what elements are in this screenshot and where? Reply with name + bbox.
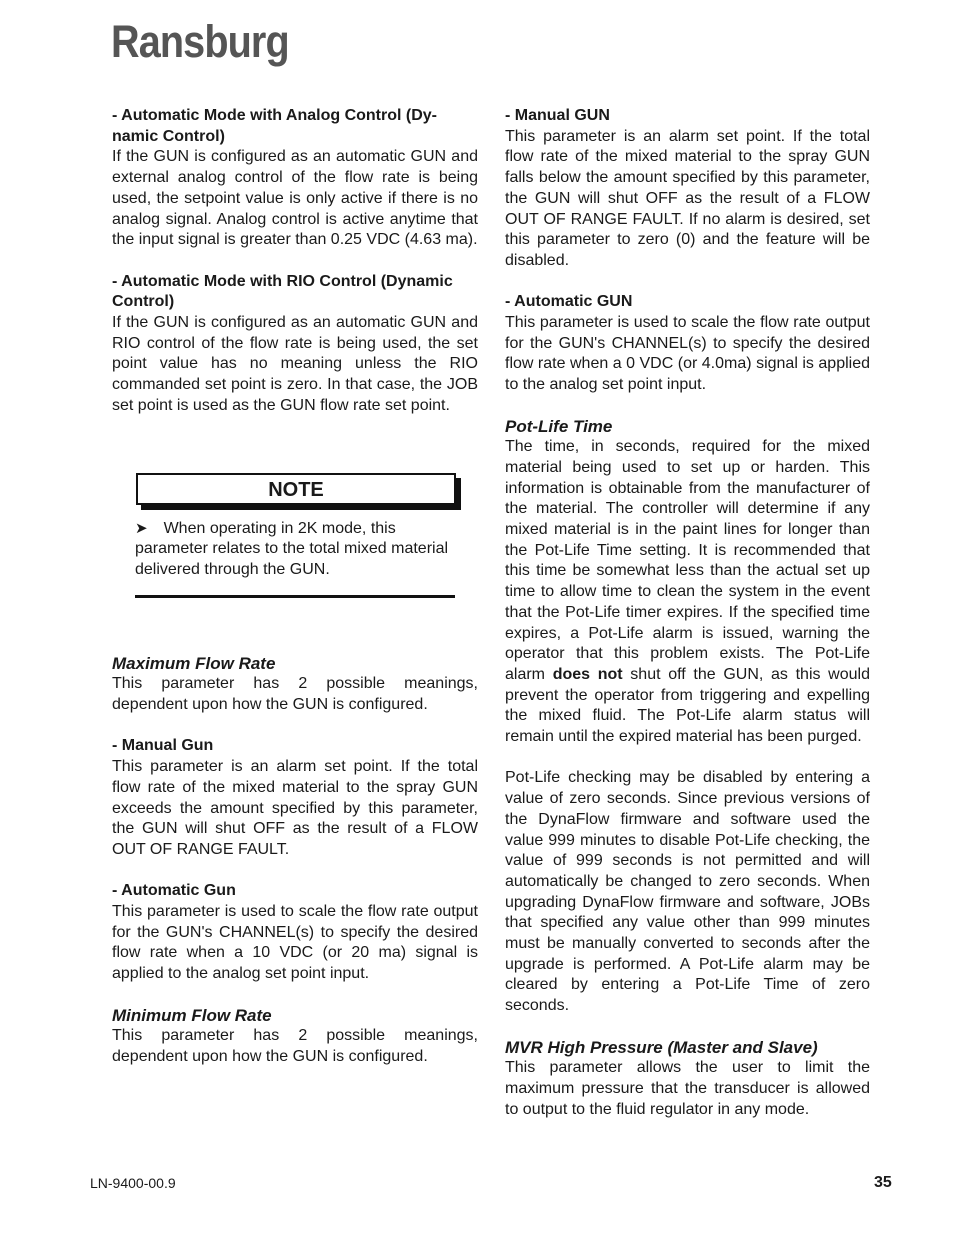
- analog-mode-text: If the GUN is configured as an automatic GUN and external analog control of the flow rate is being used, the setpoint value is only active if there is no analog signal. Analog control is active anytime that the input signal is greater than 0.25 VDC (4.63 ma).: [112, 148, 478, 249]
- note-text: When operating in 2K mode, this parameter relates to the total mixed material delivered through the GUN.: [135, 519, 449, 578]
- arrow-bullet-icon: ➤: [135, 519, 148, 537]
- manual-gun-min-heading: - Manual GUN: [505, 107, 610, 124]
- max-flow-heading: Maximum Flow Rate: [112, 653, 276, 673]
- mvr-heading: MVR High Pressure (Master and Slave): [505, 1037, 818, 1057]
- min-flow-text: This parameter has 2 possible meanings, dependent upon how the GUN is configured.: [112, 1027, 478, 1065]
- brand-logo: Ransburg: [111, 16, 289, 67]
- potlife-heading: Pot-Life Time: [505, 416, 613, 436]
- analog-mode-heading: - Automatic Mode with Analog Control (Dy-namic Control): [112, 107, 438, 145]
- manual-gun-heading: - Manual Gun: [112, 737, 214, 755]
- note-body: [135, 519, 455, 581]
- right-column: [505, 106, 870, 1120]
- note-title-box: [136, 473, 456, 505]
- auto-gun-min-heading: - Automatic GUN: [505, 293, 633, 311]
- doc-number: LN-9400-00.9: [90, 1175, 176, 1191]
- potlife-text: [505, 437, 870, 748]
- left-column: [112, 106, 478, 1068]
- min-flow-heading: Minimum Flow Rate: [112, 1005, 272, 1025]
- rio-mode-heading: - Automatic Mode with RIO Control (Dynamic Control): [112, 272, 453, 311]
- auto-gun-heading: - Automatic Gun: [112, 882, 236, 900]
- potlife-text-part2: shut off the GUN, as this would prevent the operator from triggering and expelling the mixed fluid. The Pot-Life alarm status will remain until the expired material has been purged.: [505, 665, 870, 746]
- manual-gun-min-text: This parameter is an alarm set point. If the total flow rate of the mixed material to the spray GUN falls below the amount specified by this parameter, the GUN will shut OFF as the result of a FLOW OUT OF RANGE FAULT. If no alarm is desired, set this parameter to zero (0) and the feature will be disabled.: [505, 127, 870, 269]
- auto-gun-min-text: This parameter is used to scale the flow rate output for the GUN's CHANNEL(s) to specify the desired flow rate when a 0 VDC (or 4.0ma) signal is applied to the analog set point input.: [505, 314, 870, 394]
- page-number: 35: [874, 1174, 892, 1191]
- potlife-disable-text: Pot-Life checking may be disabled by entering a value of zero seconds. Since previous versions of the DynaFlow firmware and software used the value 999 minutes to disable Pot-Life checking, the value of 999 seconds is not permitted and will automatically be changed to zero seconds. When upgrading DynaFlow firmware and software, JOBs that specified any value other than 999 minutes must be manually converted to seconds after the upgrade is performed. A Pot-Life alarm may be cleared by entering a Pot-Life Time of zero seconds.: [505, 769, 870, 1015]
- rio-mode-text: If the GUN is configured as an automatic GUN and RIO control of the flow rate is being used, the set point value has no meaning unless the RIO commanded set point is zero. In that case, the JOB set point is used as the GUN flow rate set point.: [112, 314, 478, 414]
- auto-gun-text: This parameter is used to scale the flow rate output for the GUN's CHANNEL(s) to specify the desired flow rate when a 10 VDC (or 20 ma) signal is applied to the analog set point input.: [112, 903, 478, 983]
- mvr-text: This parameter allows the user to limit the maximum pressure that the transducer is allowed to output to the fluid regulator in any mode.: [505, 1059, 870, 1118]
- potlife-text-part1: The time, in seconds, required for the mixed material being used to set up or harden. This information is obtainable from the manufacturer of the material. The controller will determine if any mixed material is in the paint lines for longer than the Pot-Life Time setting. It is recommended that this time be somewhat less than the actual set up time to allow time to clean the system in the event that the Pot-Life timer expires. If the specified time expires, a Pot-Life alarm is issued, warning the operator that this problem exists. The Pot-Life alarm: [505, 438, 870, 683]
- potlife-bold: does not: [552, 665, 623, 683]
- max-flow-text: This parameter has 2 possible meanings, dependent upon how the GUN is configured.: [112, 675, 478, 714]
- manual-gun-text: This parameter is an alarm set point. If the total flow rate of the mixed material to the spray GUN exceeds the amount specified by this parameter, the GUN will shut OFF as the result of a FLOW OUT OF RANGE FAULT.: [112, 758, 478, 858]
- note-title: NOTE: [268, 478, 324, 501]
